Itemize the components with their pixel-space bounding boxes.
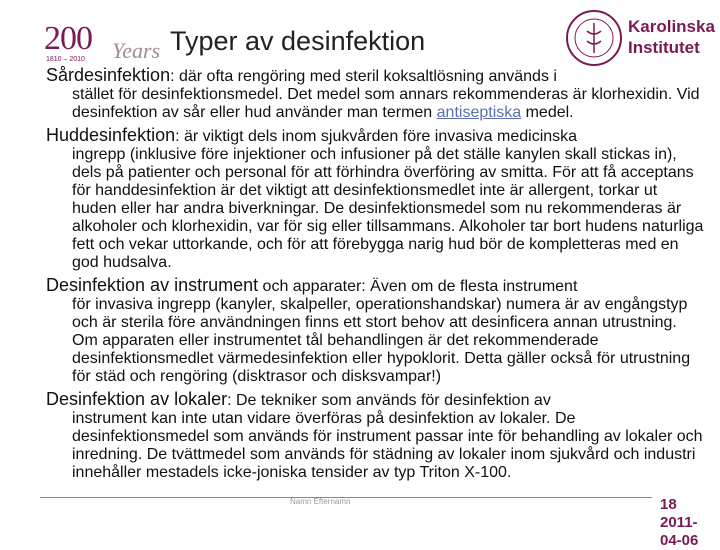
page-title: Typer av desinfektion — [170, 26, 426, 56]
page-number-value: 18 — [660, 496, 677, 513]
paragraph-first-line: : De tekniker som används för desinfektion av — [227, 392, 551, 409]
paragraph-lokaler — [46, 390, 706, 482]
paragraph-lead: Sårdesinfektion — [46, 65, 171, 85]
paragraph-text: ingrepp (inklusive före injektioner och infusioner på det ställe kanylen skall stickas in), dels på patienter och personal för att förhindra överföring av smitta. För att få acceptans för handdesinfektion är det viktigt att desinfektionsmedlet inte är allergent, torkar ut huden eller har andra biverkningar. De desinfektionsmedel som nu rekommenderas är alkoholer och klorhexidin, var för sig eller tillsammans. Alkoholer tar bort hudens naturliga fett och vekar uttorkande, och för att förebygga narig hud bör de kompletteras med en god hudsalva. — [72, 146, 704, 271]
antiseptiska-link[interactable]: antiseptiska — [436, 104, 522, 121]
slide-body — [46, 66, 706, 486]
paragraph-text: stället för desinfektionsmedel. Det medel som annars rekommenderas är klorhexidin. Vid desinfektion av sår eller hud använder man termen — [72, 86, 700, 121]
paragraph-first-line: och apparater: Även om de flesta instrument — [258, 278, 578, 295]
logo-span: 1810 – 2010 — [46, 56, 85, 63]
paragraph-lead: Desinfektion av lokaler — [46, 389, 228, 409]
paragraph-lead: Huddesinfektion — [46, 125, 176, 145]
ki-line-2: Institutet — [628, 38, 700, 57]
ki-seal-icon — [565, 9, 623, 67]
paragraph-first-line: : där ofta rengöring med steril koksaltlösning används i — [170, 68, 557, 85]
paragraph-first-line: : är viktigt dels inom sjukvården före invasiva medicinska — [175, 128, 578, 145]
paragraph-text: för invasiva ingrepp (kanyler, skalpeller, operationshandskar) numera är av engångstyp och är sterila före användningen finns ett stort behov att desinficera annan utrustning. Om apparaten eller instrumentet tål behandlingen är det rekommenderade desinfektionsmedlet värmedesinfektion eller hypoklorit. Detta gäller också för utrustning för städ och rengöring (disktrasor och disksvampar!) — [72, 296, 691, 385]
logo-number: 200 — [44, 20, 92, 57]
footer-date-a: 2011- — [660, 514, 698, 531]
paragraph-text: instrument kan inte utan vidare överföras på desinfektion av lokaler. De desinfektionsmedel som används för instrument passar inte för behandling av lokaler och inredning. De tvättmedel som används för städning av lokaler inom sjukvård och industri innehåller mestadels icke-joniska tensider av typ Triton X-100. — [72, 410, 703, 481]
ki-line-1: Karolinska — [628, 17, 715, 36]
bicentennial-logo — [44, 20, 164, 66]
paragraph-huddesinfektion — [46, 126, 706, 272]
footer-author: Namn Efternamn — [290, 497, 351, 506]
slide-header — [0, 0, 720, 66]
paragraph-text-end: medel. — [521, 104, 574, 121]
paragraph-instrument — [46, 276, 706, 386]
logo-years: Years — [112, 38, 161, 63]
ki-logo-text — [628, 16, 715, 58]
paragraph-lead: Desinfektion av instrument — [46, 275, 259, 295]
page-number — [660, 496, 698, 550]
footer-date-b: 04-06 — [660, 532, 699, 549]
paragraph-sardesinfektion — [46, 66, 706, 122]
